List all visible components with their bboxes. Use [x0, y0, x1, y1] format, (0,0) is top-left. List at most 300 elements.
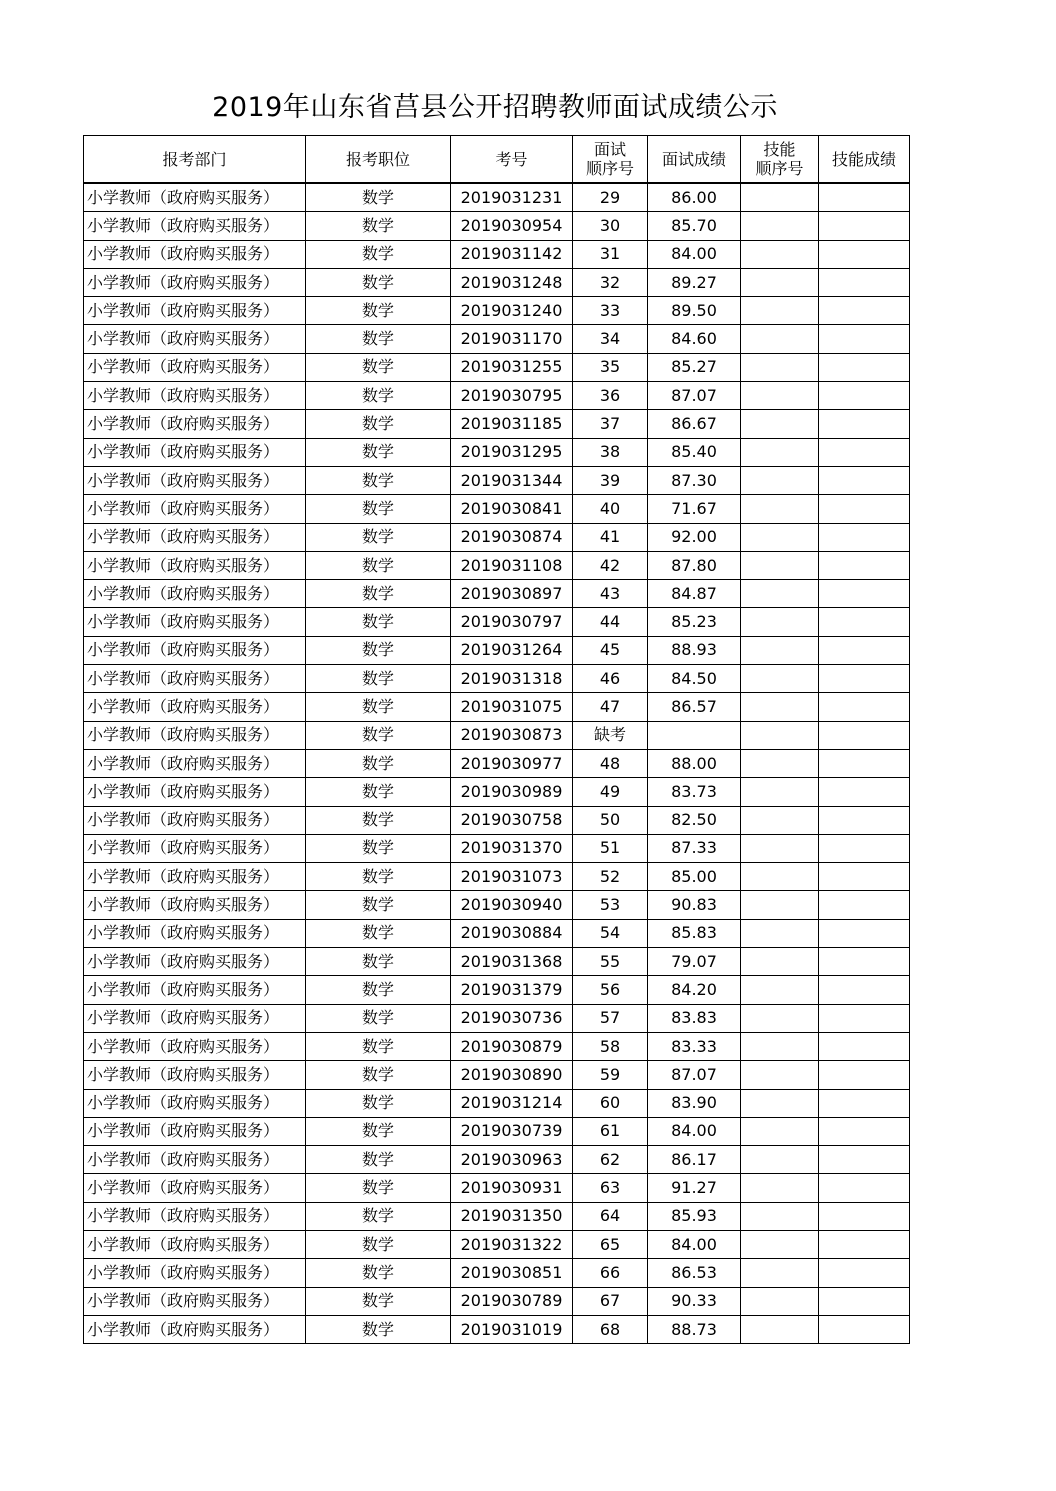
cell-interview-order: 32	[573, 268, 648, 296]
page-title: 2019年山东省莒县公开招聘教师面试成绩公示	[212, 92, 778, 123]
cell-dept: 小学教师（政府购买服务）	[84, 325, 306, 353]
cell-skill-order	[741, 353, 819, 381]
cell-dept: 小学教师（政府购买服务）	[84, 891, 306, 919]
cell-skill-score	[819, 382, 910, 410]
table-row	[84, 863, 910, 891]
cell-skill-score	[819, 1230, 910, 1258]
cell-exam-no: 2019031170	[451, 325, 573, 353]
cell-interview-score: 87.30	[648, 466, 741, 494]
table-row	[84, 1202, 910, 1230]
header-interview-score: 面试成绩	[648, 136, 741, 184]
cell-interview-order: 64	[573, 1202, 648, 1230]
cell-skill-order	[741, 834, 819, 862]
cell-position: 数学	[306, 1174, 451, 1202]
cell-dept: 小学教师（政府购买服务）	[84, 212, 306, 240]
header-skill-order-line1: 技能	[763, 140, 796, 159]
table-row	[84, 721, 910, 749]
header-skill-order	[741, 136, 819, 184]
cell-exam-no: 2019031240	[451, 297, 573, 325]
cell-exam-no: 2019030795	[451, 382, 573, 410]
cell-dept: 小学教师（政府购买服务）	[84, 948, 306, 976]
cell-interview-score: 82.50	[648, 806, 741, 834]
cell-exam-no: 2019031214	[451, 1089, 573, 1117]
cell-skill-score	[819, 1117, 910, 1145]
cell-interview-order: 37	[573, 410, 648, 438]
cell-interview-order: 29	[573, 183, 648, 212]
cell-interview-order: 45	[573, 636, 648, 664]
cell-skill-order	[741, 863, 819, 891]
table-row	[84, 1259, 910, 1287]
cell-exam-no: 2019030879	[451, 1032, 573, 1060]
table-row	[84, 778, 910, 806]
cell-interview-score: 90.33	[648, 1287, 741, 1315]
cell-interview-order: 55	[573, 948, 648, 976]
table-row	[84, 693, 910, 721]
cell-interview-score: 85.70	[648, 212, 741, 240]
cell-position: 数学	[306, 1089, 451, 1117]
cell-position: 数学	[306, 1202, 451, 1230]
cell-interview-score: 85.93	[648, 1202, 741, 1230]
cell-position: 数学	[306, 580, 451, 608]
cell-skill-score	[819, 1146, 910, 1174]
cell-exam-no: 2019030884	[451, 919, 573, 947]
cell-interview-order: 48	[573, 749, 648, 777]
table-row	[84, 353, 910, 381]
cell-dept: 小学教师（政府购买服务）	[84, 1259, 306, 1287]
cell-skill-score	[819, 1032, 910, 1060]
cell-dept: 小学教师（政府购买服务）	[84, 410, 306, 438]
cell-position: 数学	[306, 749, 451, 777]
cell-skill-order	[741, 268, 819, 296]
cell-interview-score: 87.07	[648, 382, 741, 410]
interview-results-table	[83, 135, 910, 1344]
table-header	[84, 136, 910, 184]
table-row	[84, 1230, 910, 1258]
cell-interview-score: 86.53	[648, 1259, 741, 1287]
cell-interview-order: 49	[573, 778, 648, 806]
cell-skill-order	[741, 183, 819, 212]
cell-position: 数学	[306, 410, 451, 438]
cell-interview-score: 90.83	[648, 891, 741, 919]
cell-position: 数学	[306, 240, 451, 268]
cell-dept: 小学教师（政府购买服务）	[84, 721, 306, 749]
cell-skill-score	[819, 523, 910, 551]
cell-position: 数学	[306, 1117, 451, 1145]
table-row	[84, 834, 910, 862]
cell-position: 数学	[306, 297, 451, 325]
cell-interview-order: 34	[573, 325, 648, 353]
cell-position: 数学	[306, 212, 451, 240]
cell-dept: 小学教师（政府购买服务）	[84, 1089, 306, 1117]
cell-exam-no: 2019031075	[451, 693, 573, 721]
cell-dept: 小学教师（政府购买服务）	[84, 749, 306, 777]
cell-interview-order: 30	[573, 212, 648, 240]
cell-exam-no: 2019030963	[451, 1146, 573, 1174]
table-row	[84, 580, 910, 608]
cell-interview-score: 85.27	[648, 353, 741, 381]
cell-dept: 小学教师（政府购买服务）	[84, 1287, 306, 1315]
cell-exam-no: 2019030940	[451, 891, 573, 919]
table-row	[84, 919, 910, 947]
table-row	[84, 297, 910, 325]
cell-skill-order	[741, 976, 819, 1004]
cell-position: 数学	[306, 976, 451, 1004]
table-row	[84, 240, 910, 268]
cell-dept: 小学教师（政府购买服务）	[84, 1174, 306, 1202]
cell-dept: 小学教师（政府购买服务）	[84, 806, 306, 834]
cell-exam-no: 2019031264	[451, 636, 573, 664]
cell-dept: 小学教师（政府购买服务）	[84, 1315, 306, 1343]
cell-exam-no: 2019031379	[451, 976, 573, 1004]
cell-exam-no: 2019030954	[451, 212, 573, 240]
table-row	[84, 1315, 910, 1343]
table-row	[84, 183, 910, 212]
cell-dept: 小学教师（政府购买服务）	[84, 183, 306, 212]
cell-interview-order: 33	[573, 297, 648, 325]
cell-skill-order	[741, 212, 819, 240]
cell-position: 数学	[306, 268, 451, 296]
cell-skill-score	[819, 240, 910, 268]
cell-skill-order	[741, 636, 819, 664]
cell-exam-no: 2019030931	[451, 1174, 573, 1202]
cell-position: 数学	[306, 665, 451, 693]
cell-exam-no: 2019031142	[451, 240, 573, 268]
cell-skill-score	[819, 608, 910, 636]
cell-skill-score	[819, 268, 910, 296]
cell-interview-score: 83.90	[648, 1089, 741, 1117]
cell-interview-order: 31	[573, 240, 648, 268]
cell-skill-order	[741, 410, 819, 438]
cell-skill-score	[819, 863, 910, 891]
table-row	[84, 212, 910, 240]
table-row	[84, 749, 910, 777]
cell-skill-order	[741, 297, 819, 325]
cell-skill-score	[819, 183, 910, 212]
cell-interview-score: 83.33	[648, 1032, 741, 1060]
cell-skill-score	[819, 466, 910, 494]
cell-position: 数学	[306, 466, 451, 494]
table-row	[84, 636, 910, 664]
cell-skill-score	[819, 353, 910, 381]
cell-skill-order	[741, 1061, 819, 1089]
cell-interview-order: 56	[573, 976, 648, 1004]
cell-exam-no: 2019030736	[451, 1004, 573, 1032]
cell-skill-score	[819, 1202, 910, 1230]
cell-exam-no: 2019031231	[451, 183, 573, 212]
cell-interview-score: 91.27	[648, 1174, 741, 1202]
cell-interview-score: 84.00	[648, 1230, 741, 1258]
cell-skill-order	[741, 919, 819, 947]
table-row	[84, 325, 910, 353]
cell-interview-order: 59	[573, 1061, 648, 1089]
cell-exam-no: 2019031370	[451, 834, 573, 862]
cell-position: 数学	[306, 834, 451, 862]
table-body	[84, 183, 910, 1344]
cell-skill-score	[819, 636, 910, 664]
cell-dept: 小学教师（政府购买服务）	[84, 240, 306, 268]
cell-skill-score	[819, 919, 910, 947]
cell-interview-order: 40	[573, 495, 648, 523]
cell-dept: 小学教师（政府购买服务）	[84, 466, 306, 494]
cell-dept: 小学教师（政府购买服务）	[84, 1004, 306, 1032]
cell-interview-order: 60	[573, 1089, 648, 1117]
cell-dept: 小学教师（政府购买服务）	[84, 1202, 306, 1230]
cell-skill-score	[819, 551, 910, 579]
cell-position: 数学	[306, 353, 451, 381]
cell-interview-order: 44	[573, 608, 648, 636]
cell-exam-no: 2019030897	[451, 580, 573, 608]
cell-skill-score	[819, 580, 910, 608]
cell-skill-score	[819, 1259, 910, 1287]
cell-interview-score: 89.50	[648, 297, 741, 325]
cell-dept: 小学教师（政府购买服务）	[84, 608, 306, 636]
cell-skill-order	[741, 1259, 819, 1287]
cell-skill-score	[819, 297, 910, 325]
cell-skill-order	[741, 665, 819, 693]
cell-skill-score	[819, 749, 910, 777]
table-row	[84, 466, 910, 494]
cell-position: 数学	[306, 1230, 451, 1258]
cell-position: 数学	[306, 551, 451, 579]
cell-position: 数学	[306, 863, 451, 891]
cell-skill-score	[819, 495, 910, 523]
cell-interview-order: 54	[573, 919, 648, 947]
cell-interview-score: 83.73	[648, 778, 741, 806]
cell-position: 数学	[306, 382, 451, 410]
cell-exam-no: 2019031073	[451, 863, 573, 891]
cell-dept: 小学教师（政府购买服务）	[84, 1032, 306, 1060]
cell-interview-order: 53	[573, 891, 648, 919]
cell-skill-score	[819, 438, 910, 466]
cell-interview-order: 缺考	[573, 721, 648, 749]
cell-position: 数学	[306, 1287, 451, 1315]
cell-interview-order: 66	[573, 1259, 648, 1287]
table-row	[84, 1032, 910, 1060]
cell-dept: 小学教师（政府购买服务）	[84, 976, 306, 1004]
cell-dept: 小学教师（政府购买服务）	[84, 834, 306, 862]
cell-interview-score: 87.33	[648, 834, 741, 862]
cell-interview-order: 63	[573, 1174, 648, 1202]
cell-exam-no: 2019031350	[451, 1202, 573, 1230]
cell-interview-order: 67	[573, 1287, 648, 1315]
cell-skill-order	[741, 1230, 819, 1258]
cell-exam-no: 2019030989	[451, 778, 573, 806]
cell-interview-order: 36	[573, 382, 648, 410]
cell-interview-order: 42	[573, 551, 648, 579]
table-row	[84, 1174, 910, 1202]
cell-exam-no: 2019031295	[451, 438, 573, 466]
cell-skill-score	[819, 410, 910, 438]
cell-exam-no: 2019030851	[451, 1259, 573, 1287]
cell-interview-score: 84.60	[648, 325, 741, 353]
cell-skill-order	[741, 1089, 819, 1117]
cell-dept: 小学教师（政府购买服务）	[84, 580, 306, 608]
cell-skill-order	[741, 580, 819, 608]
header-dept: 报考部门	[84, 136, 306, 184]
cell-interview-score: 88.00	[648, 749, 741, 777]
cell-dept: 小学教师（政府购买服务）	[84, 495, 306, 523]
cell-position: 数学	[306, 806, 451, 834]
cell-dept: 小学教师（政府购买服务）	[84, 268, 306, 296]
table-row	[84, 806, 910, 834]
cell-position: 数学	[306, 1032, 451, 1060]
cell-dept: 小学教师（政府购买服务）	[84, 551, 306, 579]
cell-interview-score: 84.00	[648, 1117, 741, 1145]
cell-exam-no: 2019030873	[451, 721, 573, 749]
cell-position: 数学	[306, 325, 451, 353]
cell-interview-order: 57	[573, 1004, 648, 1032]
cell-skill-order	[741, 1287, 819, 1315]
cell-interview-score: 85.40	[648, 438, 741, 466]
cell-interview-score: 89.27	[648, 268, 741, 296]
table-row	[84, 948, 910, 976]
cell-interview-score: 71.67	[648, 495, 741, 523]
cell-skill-score	[819, 1287, 910, 1315]
cell-interview-score: 86.00	[648, 183, 741, 212]
cell-interview-score: 84.87	[648, 580, 741, 608]
cell-interview-order: 47	[573, 693, 648, 721]
cell-skill-order	[741, 749, 819, 777]
table-row	[84, 268, 910, 296]
cell-position: 数学	[306, 523, 451, 551]
cell-dept: 小学教师（政府购买服务）	[84, 382, 306, 410]
cell-position: 数学	[306, 1061, 451, 1089]
cell-interview-order: 38	[573, 438, 648, 466]
cell-dept: 小学教师（政府购买服务）	[84, 353, 306, 381]
cell-interview-order: 58	[573, 1032, 648, 1060]
cell-skill-score	[819, 778, 910, 806]
table-row	[84, 1089, 910, 1117]
cell-dept: 小学教师（政府购买服务）	[84, 665, 306, 693]
cell-interview-order: 39	[573, 466, 648, 494]
cell-skill-score	[819, 721, 910, 749]
table-row	[84, 891, 910, 919]
cell-interview-score: 86.17	[648, 1146, 741, 1174]
table-row	[84, 1004, 910, 1032]
cell-interview-order: 61	[573, 1117, 648, 1145]
cell-exam-no: 2019030841	[451, 495, 573, 523]
table-row	[84, 438, 910, 466]
cell-position: 数学	[306, 183, 451, 212]
cell-exam-no: 2019031248	[451, 268, 573, 296]
cell-position: 数学	[306, 636, 451, 664]
table-row	[84, 410, 910, 438]
header-interview-order	[573, 136, 648, 184]
table-row	[84, 1146, 910, 1174]
table-row	[84, 1117, 910, 1145]
cell-interview-score: 86.67	[648, 410, 741, 438]
cell-position: 数学	[306, 1146, 451, 1174]
cell-skill-score	[819, 1315, 910, 1343]
cell-skill-order	[741, 382, 819, 410]
table-row	[84, 495, 910, 523]
cell-interview-order: 50	[573, 806, 648, 834]
cell-skill-score	[819, 806, 910, 834]
cell-position: 数学	[306, 608, 451, 636]
cell-position: 数学	[306, 1259, 451, 1287]
cell-dept: 小学教师（政府购买服务）	[84, 778, 306, 806]
cell-dept: 小学教师（政府购买服务）	[84, 1061, 306, 1089]
cell-position: 数学	[306, 919, 451, 947]
table-row	[84, 608, 910, 636]
cell-position: 数学	[306, 438, 451, 466]
cell-skill-order	[741, 608, 819, 636]
header-row	[84, 136, 910, 184]
cell-dept: 小学教师（政府购买服务）	[84, 1117, 306, 1145]
cell-interview-score: 84.00	[648, 240, 741, 268]
cell-interview-score	[648, 721, 741, 749]
cell-skill-order	[741, 693, 819, 721]
cell-dept: 小学教师（政府购买服务）	[84, 523, 306, 551]
cell-skill-score	[819, 1061, 910, 1089]
cell-skill-score	[819, 948, 910, 976]
cell-skill-order	[741, 1202, 819, 1230]
cell-dept: 小学教师（政府购买服务）	[84, 693, 306, 721]
header-position: 报考职位	[306, 136, 451, 184]
cell-skill-order	[741, 523, 819, 551]
cell-skill-order	[741, 1146, 819, 1174]
cell-dept: 小学教师（政府购买服务）	[84, 1230, 306, 1258]
header-exam-no: 考号	[451, 136, 573, 184]
header-interview-order-line1: 面试	[593, 140, 626, 159]
cell-interview-score: 85.00	[648, 863, 741, 891]
cell-interview-score: 88.93	[648, 636, 741, 664]
cell-skill-order	[741, 466, 819, 494]
cell-interview-order: 52	[573, 863, 648, 891]
cell-dept: 小学教师（政府购买服务）	[84, 919, 306, 947]
cell-interview-score: 84.50	[648, 665, 741, 693]
cell-interview-order: 51	[573, 834, 648, 862]
cell-interview-score: 88.73	[648, 1315, 741, 1343]
table-row	[84, 1061, 910, 1089]
header-interview-order-line2: 顺序号	[585, 159, 634, 178]
cell-dept: 小学教师（政府购买服务）	[84, 863, 306, 891]
cell-position: 数学	[306, 891, 451, 919]
cell-exam-no: 2019030739	[451, 1117, 573, 1145]
table-row	[84, 523, 910, 551]
cell-position: 数学	[306, 721, 451, 749]
cell-skill-order	[741, 806, 819, 834]
cell-skill-order	[741, 495, 819, 523]
cell-exam-no: 2019031019	[451, 1315, 573, 1343]
cell-skill-order	[741, 1117, 819, 1145]
cell-skill-order	[741, 1315, 819, 1343]
table-row	[84, 551, 910, 579]
cell-interview-order: 41	[573, 523, 648, 551]
header-skill-order-line2: 顺序号	[755, 159, 804, 178]
cell-interview-score: 92.00	[648, 523, 741, 551]
cell-skill-order	[741, 1032, 819, 1060]
cell-skill-score	[819, 665, 910, 693]
cell-interview-order: 35	[573, 353, 648, 381]
table-row	[84, 665, 910, 693]
cell-position: 数学	[306, 948, 451, 976]
cell-exam-no: 2019031185	[451, 410, 573, 438]
cell-skill-order	[741, 721, 819, 749]
cell-exam-no: 2019031255	[451, 353, 573, 381]
cell-skill-order	[741, 1174, 819, 1202]
cell-skill-score	[819, 1174, 910, 1202]
cell-skill-score	[819, 834, 910, 862]
cell-interview-score: 84.20	[648, 976, 741, 1004]
cell-skill-score	[819, 325, 910, 353]
cell-skill-score	[819, 693, 910, 721]
cell-skill-order	[741, 891, 819, 919]
cell-interview-score: 87.80	[648, 551, 741, 579]
cell-position: 数学	[306, 693, 451, 721]
cell-exam-no: 2019030890	[451, 1061, 573, 1089]
cell-exam-no: 2019030977	[451, 749, 573, 777]
